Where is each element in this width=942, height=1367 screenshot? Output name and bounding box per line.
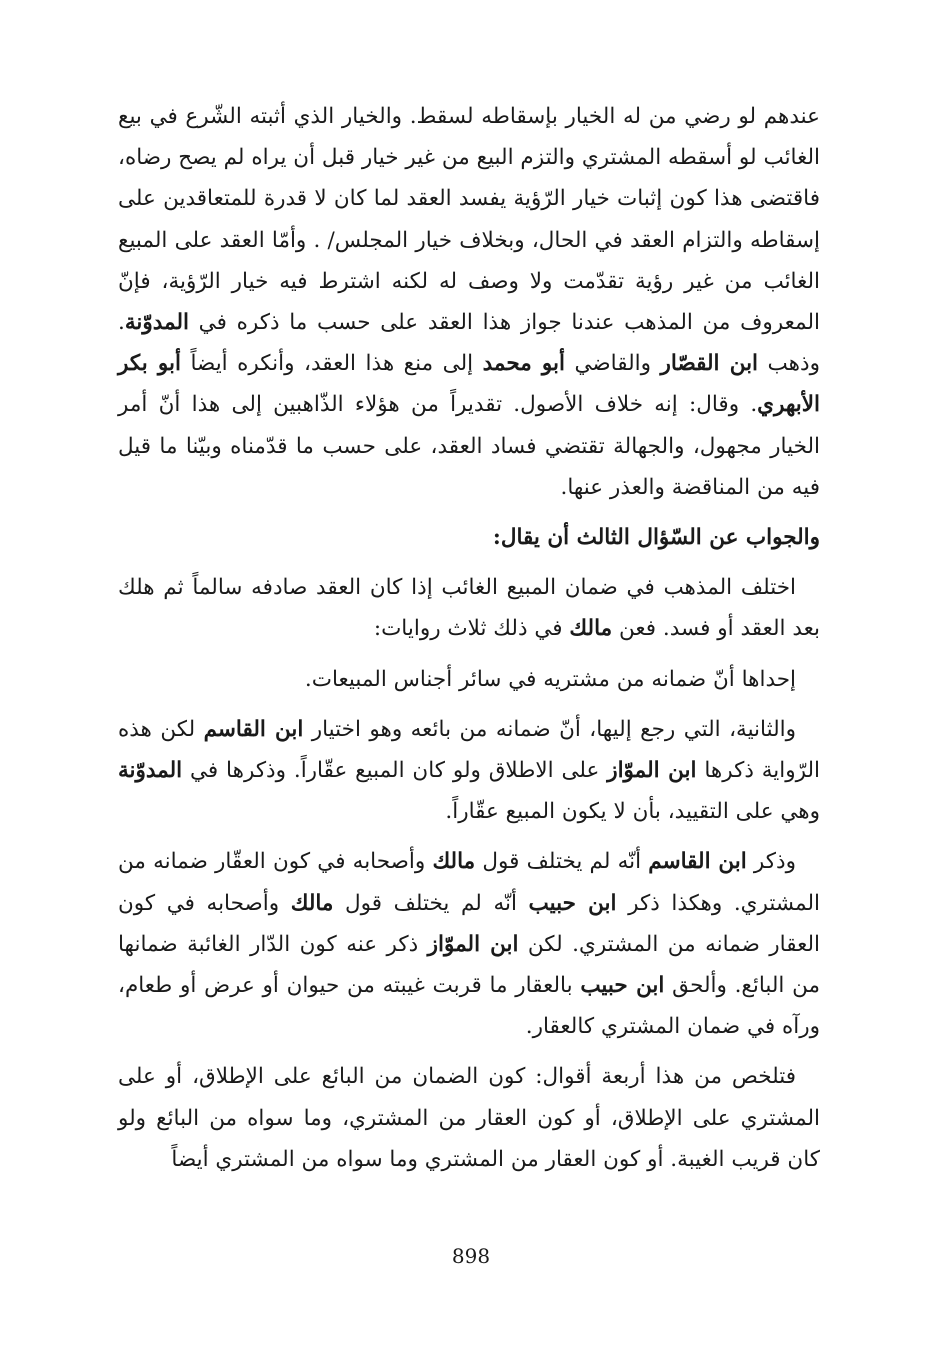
bold-term: مالك	[432, 849, 476, 875]
text-run: . وقال: إنه خلاف الأصول. تقديراً من هؤلاء الذّاهبين إلى هذا أنّ أمر الخيار مجهول، والجهالة تقتضي فساد العقد، على حسب ما قدّمناه وبيّنا ما قيل فيه من المناقضة والعذر عنها.	[118, 392, 820, 500]
paragraph-1	[118, 96, 820, 508]
text-run: وأصحابه في كون العقّار ضمانه من المشتري. وهكذا ذكر	[118, 849, 820, 916]
text-run: فتلخص من هذا أربعة أقوال: كون الضمان من البائع على الإطلاق، أو على المشتري على الإطلاق، أو كون العقار من المشتري، وما سواه من البائع ولو كان قريب الغيبة. أو كون العقار من المشتري وما سواه من المشتري أيضاً	[118, 1064, 820, 1172]
heading-text: والجواب عن السّؤال الثالث أن يقال:	[492, 525, 820, 551]
bold-term: ابن حبيب	[528, 890, 617, 916]
text-run: بالعقار ما قربت غيبته من حيوان أو عرض أو طعام، ورآه في ضمان المشتري كالعقار.	[118, 973, 820, 1040]
text-run: على الاطلاق ولو كان المبيع عقّاراً. وذكرها في	[182, 758, 608, 784]
bold-term: ابن القصّار	[660, 351, 759, 377]
text-run: ذكر عنه كون الدّار الغائبة ضمانها من البائع. وألحق	[118, 931, 821, 999]
bold-term: المدوّنة	[118, 758, 183, 784]
bold-term: المدوّنة	[124, 310, 189, 336]
bold-term: مالك	[569, 616, 613, 642]
section-heading	[118, 517, 820, 558]
paragraph-7	[118, 1056, 820, 1180]
text-run: عندهم لو رضي من له الخيار بإسقاطه لسقط. والخيار الذي أثبته الشّرع في بيع الغائب لو أسقطه المشتري والتزم البيع من غير خيار قبل أن يراه لم يصح رضاه، فاقتضى هذا كون إثبات خيار الرّؤية يفسد العقد لما كان لا قدرة للمتعاقدين على إسقاطه والتزام العقد في الحال، وبخلاف خيار المجلس/ . وأمّا العقد على المبيع الغائب من غير رؤية تقدّمت ولا وصف له لكنه اشترط فيه خيار الرّؤية، فإنّ المعروف من المذهب عندنا جواز هذا العقد على حسب ما ذكره في	[118, 104, 821, 336]
bold-term: ابن القاسم	[648, 849, 747, 875]
text-run: اختلف المذهب في ضمان المبيع الغائب إذا كان العقد صادفه سالماً ثم هلك بعد العقد أو فسد. فعن	[118, 575, 820, 642]
text-run: والثانية، التي رجع إليها، أنّ ضمانه من بائعه وهو اختيار	[303, 716, 796, 742]
text-run: والقاضي	[564, 351, 661, 377]
bold-term: أبو محمد	[482, 351, 565, 377]
bold-term: ابن الموّاز	[607, 758, 697, 784]
text-run: أنّه لم يختلف قول	[333, 890, 529, 916]
text-run: لكن هذه الرّواية ذكرها	[118, 716, 821, 784]
bold-term: ابن الموّاز	[427, 931, 519, 957]
paragraph-3	[118, 567, 820, 649]
bold-term: ابن القاسم	[203, 716, 304, 742]
text-run: . وذهب	[118, 310, 820, 377]
text-run: وهي على التقييد، بأن لا يكون المبيع عقّاراً.	[445, 799, 820, 825]
text-run: أنّه لم يختلف قول	[475, 849, 649, 875]
paragraph-4	[118, 659, 820, 700]
page-number: 898	[451, 1244, 491, 1268]
bold-term: أبو بكر الأبهري	[118, 351, 820, 418]
text-run: إلى منع هذا العقد، وأنكره أيضاً	[180, 351, 483, 377]
paragraph-5	[118, 709, 820, 833]
body-text	[118, 96, 820, 1189]
bold-term: مالك	[290, 890, 334, 916]
bold-term: ابن حبيب	[580, 973, 665, 999]
text-run: إحداها أنّ ضمانه من مشتريه في سائر أجناس المبيعات.	[304, 666, 796, 692]
paragraph-6	[118, 841, 820, 1047]
text-run: وذكر	[746, 849, 796, 875]
text-run: في ذلك ثلاث روايات:	[373, 616, 570, 642]
text-run: وأصحابه في كون العقار ضمانه من المشتري. لكن	[118, 890, 820, 957]
